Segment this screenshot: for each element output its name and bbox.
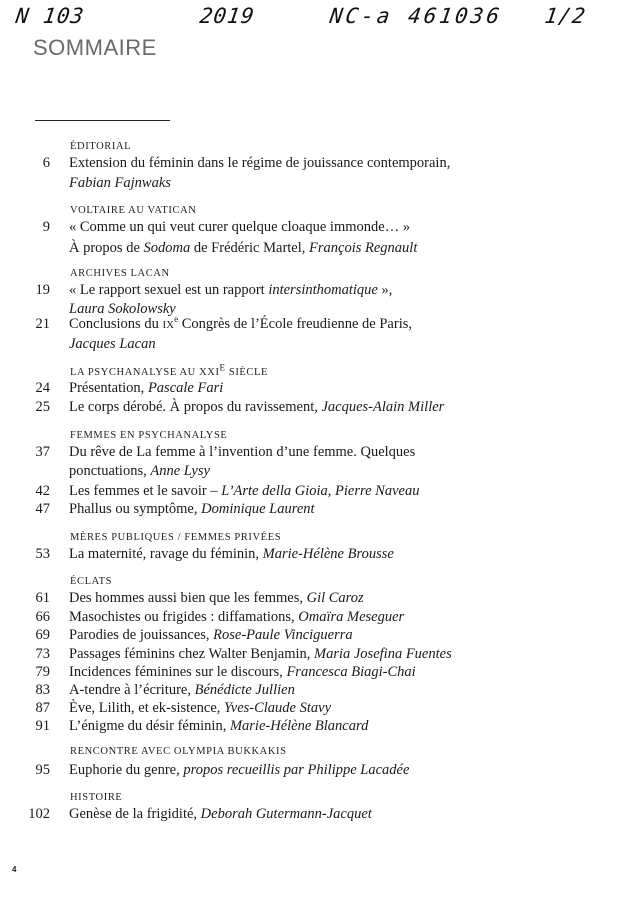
entry-author: Dominique Laurent — [201, 501, 315, 517]
entry-title: Des hommes aussi bien que les femmes, — [69, 590, 307, 606]
toc-entry-continuation — [0, 240, 629, 258]
entry-title-part: À propos de — [69, 240, 144, 256]
entry-author: Rose-Paule Vinciguerra — [213, 627, 353, 643]
handwritten-year: 2019 — [198, 4, 257, 28]
toc-entry[interactable] — [0, 590, 629, 608]
entry-italic-word: intersinthomatique — [268, 282, 378, 298]
entry-title-part: Conclusions du — [69, 316, 163, 332]
entry-page-number: 95 — [35, 762, 50, 778]
entry-author: propos recueillis par Philippe Lacadée — [183, 762, 410, 778]
section-heading-voltaire: VOLTAIRE AU VATICAN — [70, 205, 197, 216]
toc-entry[interactable] — [0, 627, 629, 645]
toc-entry[interactable] — [0, 483, 629, 501]
entry-author: Pierre Naveau — [335, 483, 420, 499]
toc-entry[interactable] — [0, 316, 629, 334]
section-heading-eclats: ÉCLATS — [70, 576, 113, 587]
entry-title: Extension du féminin dans le régime de jouissance contemporain, — [69, 155, 451, 171]
toc-entry[interactable] — [0, 282, 629, 300]
entry-page-number: 61 — [35, 590, 50, 606]
toc-entry[interactable] — [0, 609, 629, 627]
entry-page-number: 9 — [42, 219, 50, 235]
toc-entry[interactable] — [0, 762, 629, 780]
toc-entry-continuation — [0, 336, 629, 354]
entry-page-number: 24 — [35, 380, 50, 396]
entry-author: Anne Lysy — [150, 463, 210, 479]
section-heading-archives: ARCHIVES LACAN — [70, 268, 170, 279]
entry-author: Omaïra Meseguer — [298, 609, 405, 625]
entry-title-part: », — [377, 282, 393, 298]
entry-author: Jacques-Alain Miller — [321, 399, 445, 415]
toc-entry[interactable] — [0, 444, 629, 462]
entry-title: Passages féminins chez Walter Benjamin, — [69, 646, 314, 662]
entry-title-part: Congrès de l’École freudienne de Paris, — [178, 316, 412, 332]
entry-work-title: L’Arte della Gioia — [221, 483, 328, 499]
toc-entry[interactable] — [0, 664, 629, 682]
page-folio: 4 — [12, 865, 17, 874]
entry-superscript: e — [174, 314, 179, 325]
entry-author: Deborah Gutermann-Jacquet — [200, 806, 372, 822]
toc-entry[interactable] — [0, 399, 629, 417]
entry-title: Incidences féminines sur le discours, — [69, 664, 287, 680]
entry-title-part: ponctuations, — [69, 463, 151, 479]
section-heading-editorial: ÉDITORIAL — [70, 141, 132, 152]
entry-author: Maria Josefina Fuentes — [314, 646, 452, 662]
toc-entry[interactable] — [0, 718, 629, 736]
toc-entry[interactable] — [0, 219, 629, 237]
entry-page-number: 83 — [35, 682, 50, 698]
entry-separator: , — [327, 483, 336, 499]
entry-author: Laura Sokolowsky — [69, 301, 176, 317]
entry-page-number: 66 — [35, 609, 50, 625]
toc-entry-continuation — [0, 463, 629, 481]
entry-page-number: 21 — [35, 316, 50, 332]
entry-page-number: 47 — [35, 501, 50, 517]
toc-entry[interactable] — [0, 380, 629, 398]
toc-entry[interactable] — [0, 501, 629, 519]
entry-title: Présentation, — [69, 380, 148, 396]
section-heading-femmes: FEMMES EN PSYCHANALYSE — [70, 430, 228, 441]
entry-title-part: de Frédéric Martel, — [190, 240, 310, 256]
entry-title: « Comme un qui veut curer quelque cloaque immonde… » — [69, 219, 411, 235]
entry-author: François Regnault — [309, 240, 418, 256]
entry-author: Pascale Fari — [147, 380, 224, 396]
entry-title: La maternité, ravage du féminin, — [69, 546, 263, 562]
entry-work-title: Sodoma — [143, 240, 191, 256]
entry-author: Francesca Biagi-Chai — [286, 664, 416, 680]
entry-title: Ève, Lilith, et ek-sistence, — [69, 700, 225, 716]
section-heading-xxi: LA PSYCHANALYSE AU XXIE SIÈCLE — [70, 362, 269, 378]
section-heading-meres: MÈRES PUBLIQUES / FEMMES PRIVÉES — [70, 532, 282, 543]
entry-page-number: 25 — [35, 399, 50, 415]
handwritten-reference: NC-a 461036 — [328, 4, 504, 28]
entry-page-number: 73 — [35, 646, 50, 662]
entry-page-number: 42 — [35, 483, 50, 499]
entry-title: Parodies de jouissances, — [69, 627, 214, 643]
entry-roman-numeral: IX — [162, 319, 175, 331]
entry-author: Marie-Hélène Brousse — [262, 546, 394, 562]
entry-title: Euphorie du genre, — [69, 762, 184, 778]
entry-page-number: 37 — [35, 444, 50, 460]
entry-page-number: 91 — [35, 718, 50, 734]
entry-page-number: 6 — [42, 155, 50, 171]
entry-author: Fabian Fajnwaks — [69, 175, 171, 191]
toc-entry[interactable] — [0, 546, 629, 564]
toc-entry[interactable] — [0, 646, 629, 664]
entry-title: A-tendre à l’écriture, — [69, 682, 195, 698]
entry-author: Yves-Claude Stavy — [224, 700, 332, 716]
handwritten-sheet-number: 1/2 — [543, 4, 588, 28]
toc-entry[interactable] — [0, 806, 629, 824]
entry-title: Phallus ou symptôme, — [69, 501, 202, 517]
entry-title-part: « Le rapport sexuel est un rapport — [69, 282, 269, 298]
entry-page-number: 79 — [35, 664, 50, 680]
entry-title: Du rêve de La femme à l’invention d’une femme. Quelques — [69, 444, 416, 460]
entry-author: Gil Caroz — [306, 590, 364, 606]
section-heading-histoire: HISTOIRE — [70, 792, 123, 803]
entry-page-number: 53 — [35, 546, 50, 562]
handwritten-issue-number: N 103 — [14, 4, 86, 28]
entry-page-number: 102 — [28, 806, 50, 822]
section-heading-rencontre: RENCONTRE AVEC OLYMPIA BUKKAKIS — [70, 746, 287, 757]
entry-page-number: 87 — [35, 700, 50, 716]
entry-author: Bénédicte Jullien — [194, 682, 295, 698]
toc-entry-continuation — [0, 175, 629, 193]
toc-entry[interactable] — [0, 700, 629, 718]
entry-title: Masochistes ou frigides : diffamations, — [69, 609, 299, 625]
entry-author: Marie-Hélène Blancard — [229, 718, 369, 734]
entry-title: Le corps dérobé. À propos du ravissement, — [69, 399, 322, 415]
page-title: SOMMAIRE — [33, 35, 157, 60]
title-divider — [35, 120, 170, 121]
entry-author: Jacques Lacan — [69, 336, 156, 352]
entry-title: Genèse de la frigidité, — [69, 806, 201, 822]
entry-page-number: 19 — [35, 282, 50, 298]
entry-title: Les femmes et le savoir – — [69, 483, 222, 499]
toc-entry[interactable] — [0, 155, 629, 173]
entry-page-number: 69 — [35, 627, 50, 643]
toc-entry[interactable] — [0, 682, 629, 700]
entry-title: L’énigme du désir féminin, — [69, 718, 230, 734]
